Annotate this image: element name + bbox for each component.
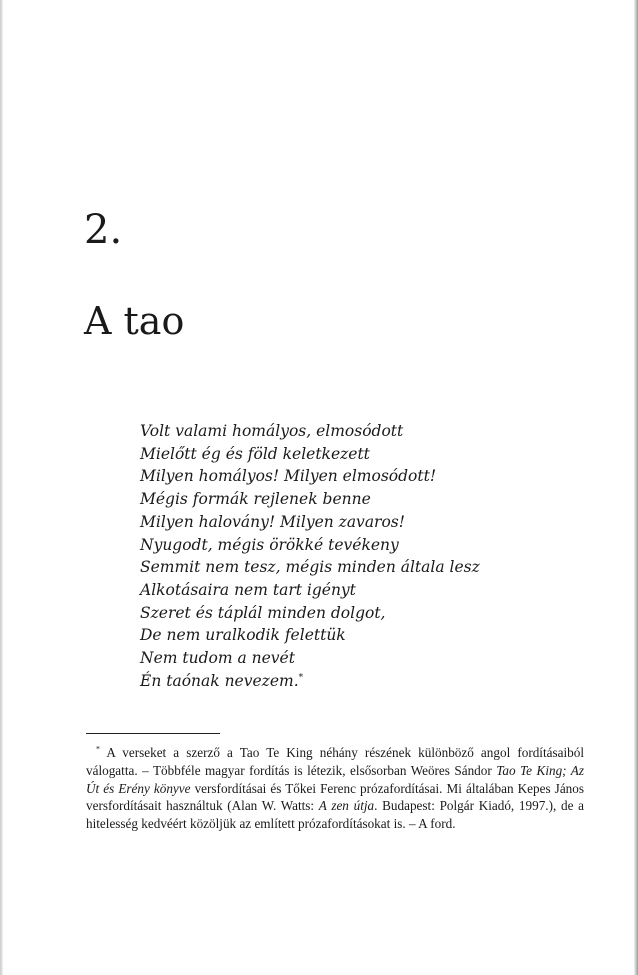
- right-page-edge: [634, 0, 638, 975]
- poem-line-last: [140, 670, 480, 693]
- poem-line: Milyen homályos! Milyen elmosódott!: [140, 467, 437, 486]
- footnote-text-part: . Budapest: Polgár Kiadó, 1997.), de a hitelesség kedvéért közöljük az említett prózafordításokat is. – A ford.: [86, 798, 584, 832]
- footnote-mark: *: [96, 744, 100, 754]
- poem-line: Volt valami homályos, elmosódott: [140, 422, 404, 440]
- poem-line: Mielőtt ég és föld keletkezett: [140, 444, 370, 463]
- poem-line-text: Én taónak nevezem.: [140, 671, 299, 690]
- poem-line: Szeret és táplál minden dolgot,: [140, 603, 386, 622]
- chapter-number: 2.: [84, 207, 123, 253]
- footnote-book-title: A zen útja: [318, 798, 375, 814]
- poem-line: De nem uralkodik felettük: [140, 626, 346, 645]
- footnote-divider: [86, 733, 220, 734]
- poem-line: Nyugodt, mégis örökké tevékeny: [140, 535, 399, 554]
- footnote-text-part: A verseket a szerző a Tao Te King néhány részének különböző angol fordításaiból válogatta. – Többféle magyar fordítás is létezik, elsősorban Weöres Sándor: [86, 745, 584, 778]
- footnote-book-title: Tao Te King; Az Út és Erény könyve: [86, 762, 584, 796]
- left-page-edge: [0, 0, 3, 975]
- poem-line: Semmit nem tesz, mégis minden általa lesz: [140, 558, 480, 577]
- poem-line: Mégis formák rejlenek benne: [140, 490, 371, 509]
- footnote: [86, 744, 584, 833]
- poem-line: Milyen halovány! Milyen zavaros!: [140, 512, 405, 531]
- poem: [140, 420, 480, 692]
- footnote-text-part: versfordításai és Tőkei Ferenc prózafordításai. Mi általában Kepes János versfordításait használtuk (Alan W. Watts:: [86, 780, 584, 814]
- footnote-reference-mark[interactable]: *: [298, 672, 304, 683]
- poem-line: Alkotásaira nem tart igényt: [140, 580, 356, 599]
- chapter-title: A tao: [84, 299, 185, 343]
- poem-line: Nem tudom a nevét: [140, 649, 295, 668]
